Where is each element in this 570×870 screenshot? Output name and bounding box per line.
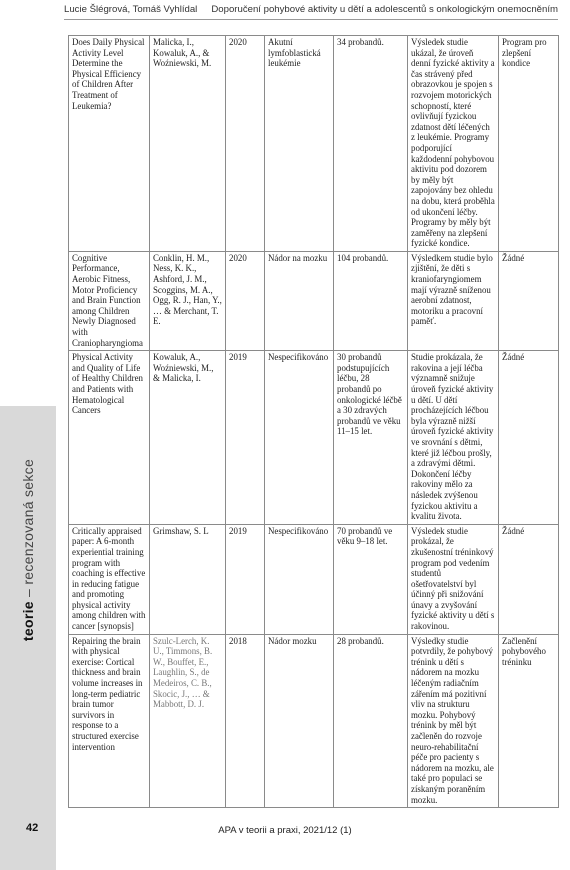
running-header	[64, 4, 558, 18]
study-sample-cell: 34 probandů.	[334, 36, 408, 252]
table-row	[69, 251, 559, 350]
study-diagnosis-cell: Akutní lymfoblastická leukémie	[265, 36, 334, 252]
section-label-sub: recenzovaná sekce	[20, 458, 36, 585]
study-authors-cell: Malicka, I., Kowaluk, A., & Woźniewski, M.	[150, 36, 226, 252]
header-authors: Lucie Šlégrová, Tomáš Vyhlídal	[64, 4, 198, 15]
header-rule	[64, 19, 558, 20]
journal-citation: APA v teorii a praxi, 2021/12 (1)	[218, 825, 352, 836]
page-number: 42	[26, 822, 39, 834]
table-row	[69, 36, 559, 252]
studies-table	[68, 35, 559, 808]
study-year-cell: 2018	[226, 634, 265, 808]
study-recommendation-cell: Žádné	[499, 251, 559, 350]
study-result-cell: Výsledkem studie bylo zjištění, že děti s kraniofaryngiomem mají výrazně sníženou aerobní zdatnost, motoriku a pracovní paměť.	[408, 251, 499, 350]
header-article-title: Doporučení pohybové aktivity u dětí a adolescentů s onkologickým onemocněním	[211, 4, 558, 15]
study-result-cell: Výsledek studie prokázal, že zkušenostní tréninkový program pod vedením studentů ošetřovatelství byl účinný při snižování únavy a zvyšování fyzické aktivity u dětí s rakovinou.	[408, 524, 499, 634]
study-diagnosis-cell: Nádor mozku	[265, 634, 334, 808]
table-row	[69, 524, 559, 634]
study-result-cell: Výsledek studie ukázal, že úroveň denní fyzické aktivity a čas strávený před obrazovkou je spojen s rozvojem motorických schopností, které ovlivňují fyzickou zdatnost dětí léčených z leukémie. Programy podporující každodenní pohybovou aktivitu pod dozorem by měly být zapojovány bez ohledu na dobu, která proběhla od ukončení léčby. Programy by měly být zaměřeny na zlepšení fyzické kondice.	[408, 36, 499, 252]
study-year-cell: 2020	[226, 36, 265, 252]
study-authors-cell: Grimshaw, S. L	[150, 524, 226, 634]
study-sample-cell: 28 probandů.	[334, 634, 408, 808]
study-diagnosis-cell: Nespecifikováno	[265, 524, 334, 634]
study-recommendation-cell: Žádné	[499, 524, 559, 634]
study-sample-cell: 70 probandů ve věku 9–18 let.	[334, 524, 408, 634]
study-title-cell: Physical Activity and Quality of Life of Healthy Children and Patients with Hematological Cancers	[69, 351, 150, 525]
study-title-cell: Critically appraised paper: A 6-month experiential training program with coaching is effective in reducing fatigue and promoting physical activity among children with cancer [synopsis]	[69, 524, 150, 634]
study-result-cell: Výsledky studie potvrdily, že pohybový trénink u dětí s nádorem na mozku léčeným radiačním zářením má pozitivní vliv na strukturu mozku. Pohybový trénink by měl být začleněn do rozvoje neuro-rehabilitační péče pro pacienty s nádorem na mozku, ale také pro populaci se získaným poraněním mozku.	[408, 634, 499, 808]
study-year-cell: 2019	[226, 351, 265, 525]
study-authors-cell: Kowaluk, A., Woźniewski, M., & Malicka, I.	[150, 351, 226, 525]
section-label-main: teorie	[20, 601, 36, 642]
table-row	[69, 351, 559, 525]
study-year-cell: 2020	[226, 251, 265, 350]
study-title-cell: Cognitive Performance, Aerobic Fitness, Motor Proficiency and Brain Function among Children Newly Diagnosed with Craniopharyngioma	[69, 251, 150, 350]
study-result-cell: Studie prokázala, že rakovina a její léčba významně snižuje úroveň fyzické aktivity u dětí. U dětí procházejících léčbou byla výrazně nižší úroveň fyzické aktivity ve srovnání s dětmi, které již léčbou prošly, a zdravými dětmi. Dokončení léčby rakoviny mělo za následek zvýšenou fyzickou aktivitu a kvalitu života.	[408, 351, 499, 525]
section-label	[20, 459, 36, 641]
study-authors-cell: Conklin, H. M., Ness, K. K., Ashford, J. M., Scoggins, M. A., Ogg, R. J., Han, Y., … & Merchant, T. E.	[150, 251, 226, 350]
study-title-cell: Does Daily Physical Activity Level Determine the Physical Efficiency of Children After Treatment of Leukemia?	[69, 36, 150, 252]
table-row	[69, 634, 559, 808]
study-sample-cell: 104 probandů.	[334, 251, 408, 350]
section-label-dash: –	[20, 584, 36, 602]
study-sample-cell: 30 probandů podstupujících léčbu, 28 probandů po onkologické léčbě a 30 zdravých probandů ve věku 11–15 let.	[334, 351, 408, 525]
study-diagnosis-cell: Nádor na mozku	[265, 251, 334, 350]
study-recommendation-cell: Začlenění pohybového tréninku	[499, 634, 559, 808]
study-recommendation-cell: Program pro zlepšení kondice	[499, 36, 559, 252]
study-recommendation-cell: Žádné	[499, 351, 559, 525]
study-title-cell: Repairing the brain with physical exercise: Cortical thickness and brain volume increases in long-term pediatric brain tumor survivors in response to a structured exercise intervention	[69, 634, 150, 808]
study-authors-cell: Szulc-Lerch, K. U., Timmons, B. W., Bouffet, E., Laughlin, S., de Medeiros, C. B., Skocic, J., … & Mabbott, D. J.	[150, 634, 226, 808]
study-diagnosis-cell: Nespecifikováno	[265, 351, 334, 525]
study-year-cell: 2019	[226, 524, 265, 634]
